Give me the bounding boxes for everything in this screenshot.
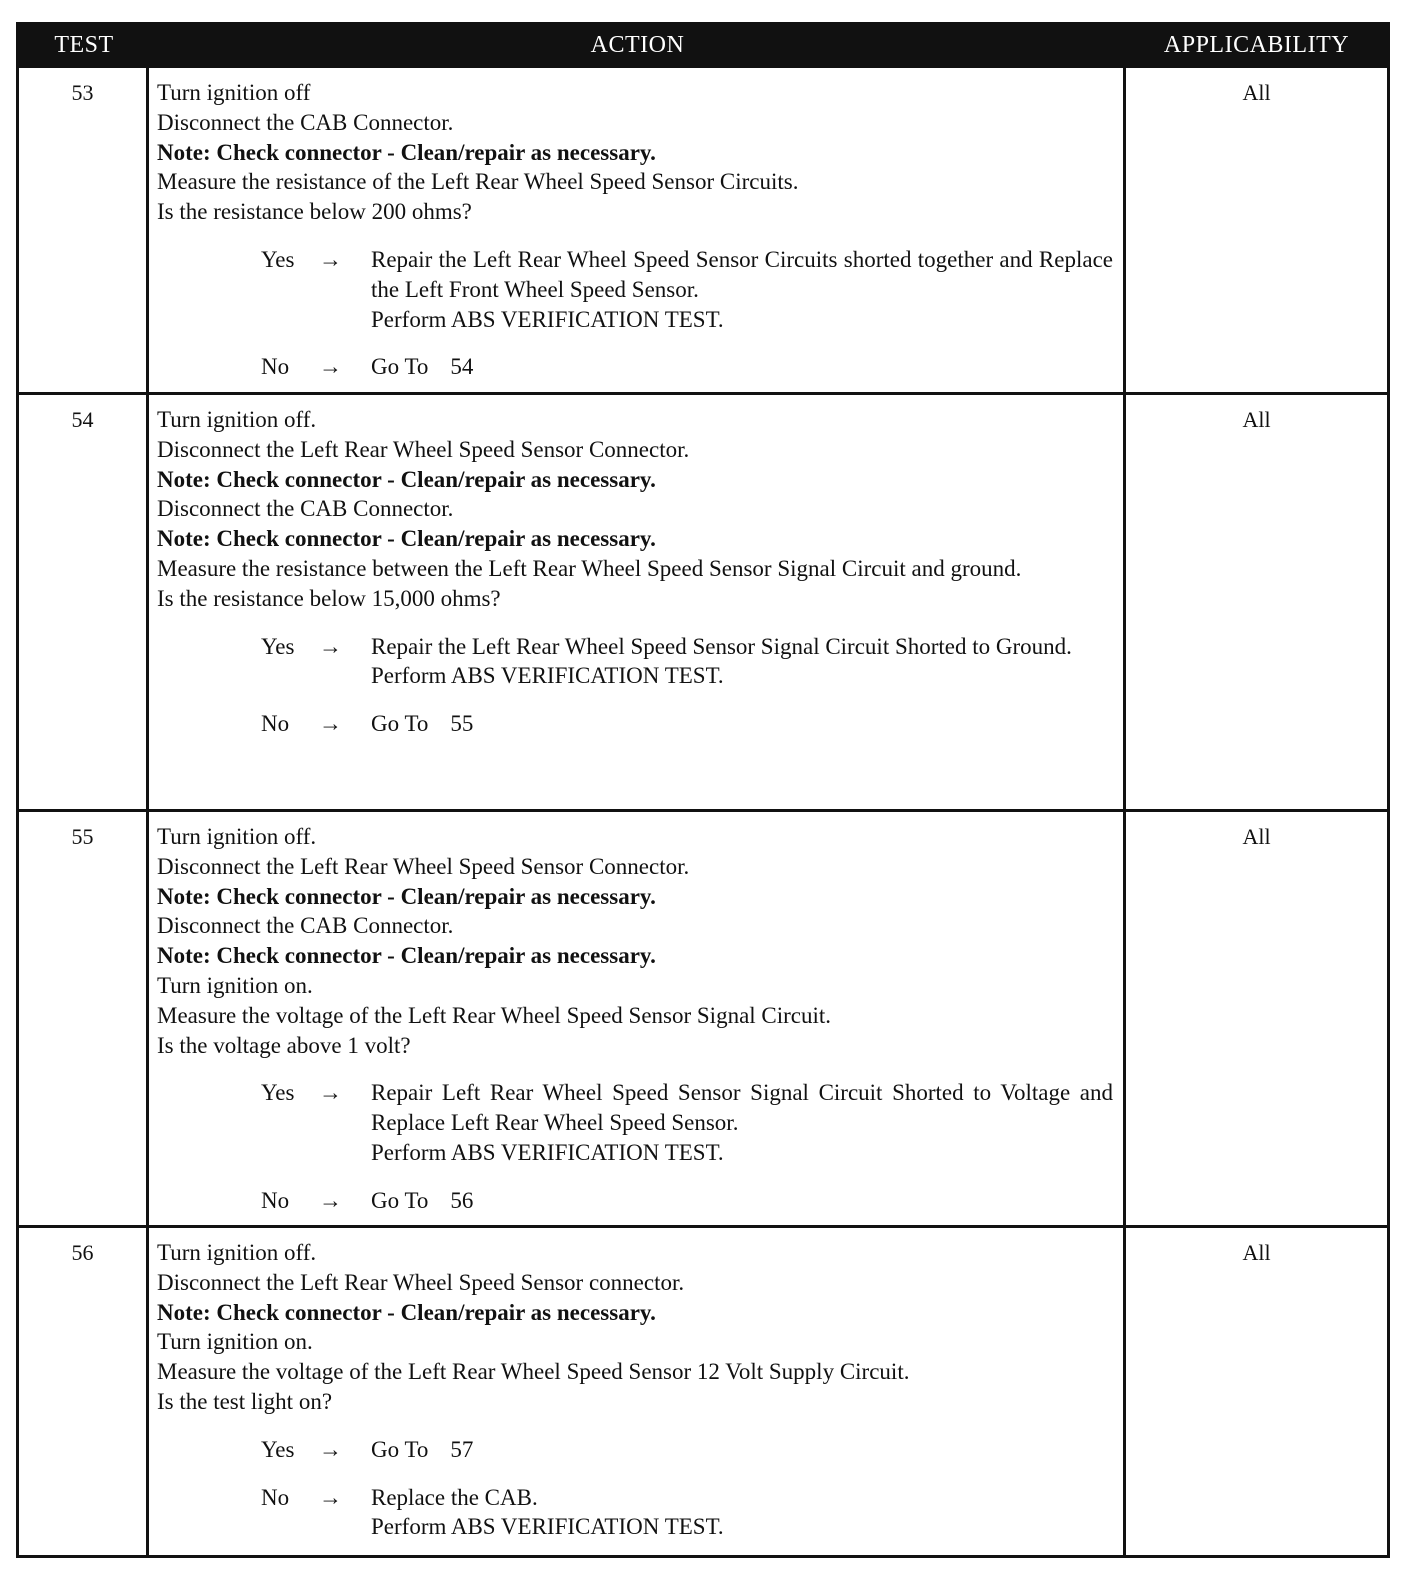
yes-result: Repair the Left Rear Wheel Speed Sensor Signal Circuit Shorted to Ground. <box>371 633 1072 659</box>
step-line: Disconnect the CAB Connector. <box>157 913 454 939</box>
note-line: Note: Check connector - Clean/repair as necessary. <box>157 139 656 165</box>
yes-answer <box>261 1435 1113 1465</box>
arrow-icon: → <box>319 711 342 737</box>
goto-number: 57 <box>450 1436 474 1462</box>
no-answer <box>261 1186 1113 1216</box>
step-line: Disconnect the Left Rear Wheel Speed Sensor Connector. <box>157 853 690 879</box>
question-line: Is the resistance below 200 ohms? <box>157 199 472 225</box>
arrow-icon: → <box>319 1436 342 1462</box>
applicability-value: All <box>1242 80 1271 105</box>
yes-result-followup: Perform ABS VERIFICATION TEST. <box>371 663 724 689</box>
step-line: Disconnect the CAB Connector. <box>157 496 454 522</box>
applicability-value: All <box>1242 407 1271 432</box>
test-number: 53 <box>19 68 149 392</box>
yes-answer <box>261 632 1113 692</box>
test-number: 55 <box>19 812 149 1225</box>
goto-text: Go To <box>371 1187 429 1213</box>
question-line: Is the voltage above 1 volt? <box>157 1032 411 1058</box>
step-line: Turn ignition off <box>157 80 311 105</box>
goto-text: Go To <box>371 711 429 737</box>
step-line: Turn ignition off. <box>157 1240 317 1265</box>
test-number: 54 <box>19 395 149 809</box>
applicability-value: All <box>1242 824 1271 849</box>
header-action: ACTION <box>590 31 685 58</box>
step-line: Disconnect the Left Rear Wheel Speed Sensor Connector. <box>157 436 690 462</box>
yes-label: Yes <box>261 246 295 272</box>
goto-number: 56 <box>450 1187 474 1213</box>
no-answer <box>261 352 1113 382</box>
step-line: Measure the resistance between the Left Rear Wheel Speed Sensor Signal Circuit and ground. <box>157 555 1022 581</box>
step-line: Turn ignition off. <box>157 824 317 849</box>
note-line: Note: Check connector - Clean/repair as necessary. <box>157 526 656 552</box>
test-table <box>16 22 1390 1558</box>
action-cell <box>149 395 1126 809</box>
arrow-icon: → <box>319 1080 342 1106</box>
note-line: Note: Check connector - Clean/repair as necessary. <box>157 1299 656 1325</box>
table-row <box>19 392 1387 809</box>
header-applicability: APPLICABILITY <box>1163 31 1350 58</box>
step-line: Measure the resistance of the Left Rear Wheel Speed Sensor Circuits. <box>157 169 799 195</box>
arrow-icon: → <box>319 1187 342 1213</box>
table-row <box>19 809 1387 1225</box>
no-answer <box>261 1483 1113 1543</box>
question-line: Is the test light on? <box>157 1388 333 1414</box>
no-result-followup: Perform ABS VERIFICATION TEST. <box>371 1514 724 1540</box>
arrow-icon: → <box>319 1484 342 1510</box>
action-cell <box>149 812 1126 1225</box>
no-result: Replace the CAB. <box>371 1484 538 1510</box>
step-line: Turn ignition on. <box>157 1329 313 1355</box>
test-number: 56 <box>19 1228 149 1555</box>
no-label: No <box>261 1187 290 1213</box>
step-line: Turn ignition off. <box>157 407 317 432</box>
no-label: No <box>261 711 290 737</box>
step-line: Disconnect the Left Rear Wheel Speed Sensor connector. <box>157 1269 685 1295</box>
goto-text: Go To <box>371 1436 429 1462</box>
yes-label: Yes <box>261 633 295 659</box>
yes-label: Yes <box>261 1436 295 1462</box>
goto-text: Go To <box>371 354 429 380</box>
yes-result: Repair the Left Rear Wheel Speed Sensor Circuits shorted together and Replace the Left Front Wheel Speed Sensor. <box>371 246 1113 302</box>
yes-answer <box>261 1078 1113 1167</box>
header-test: TEST <box>54 31 114 58</box>
table-header <box>19 25 1387 65</box>
action-cell <box>149 68 1126 392</box>
goto-number: 54 <box>450 354 474 380</box>
step-line: Measure the voltage of the Left Rear Wheel Speed Sensor Signal Circuit. <box>157 1002 832 1028</box>
arrow-icon: → <box>319 246 342 272</box>
arrow-icon: → <box>319 633 342 659</box>
yes-result-followup: Perform ABS VERIFICATION TEST. <box>371 306 724 332</box>
yes-label: Yes <box>261 1080 295 1106</box>
no-label: No <box>261 1484 290 1510</box>
action-cell <box>149 1228 1126 1555</box>
yes-answer <box>261 245 1113 334</box>
no-answer <box>261 709 1113 739</box>
question-line: Is the resistance below 15,000 ohms? <box>157 585 501 611</box>
no-label: No <box>261 354 290 380</box>
table-row <box>19 65 1387 392</box>
goto-number: 55 <box>450 711 474 737</box>
yes-result-followup: Perform ABS VERIFICATION TEST. <box>371 1139 724 1165</box>
step-line: Measure the voltage of the Left Rear Wheel Speed Sensor 12 Volt Supply Circuit. <box>157 1359 910 1385</box>
table-row <box>19 1225 1387 1555</box>
note-line: Note: Check connector - Clean/repair as necessary. <box>157 883 656 909</box>
note-line: Note: Check connector - Clean/repair as necessary. <box>157 466 656 492</box>
yes-result: Repair Left Rear Wheel Speed Sensor Signal Circuit Shorted to Voltage and Replace Left Rear Wheel Speed Sensor. <box>371 1080 1113 1136</box>
step-line: Disconnect the CAB Connector. <box>157 109 454 135</box>
note-line: Note: Check connector - Clean/repair as necessary. <box>157 943 656 969</box>
arrow-icon: → <box>319 354 342 380</box>
applicability-value: All <box>1242 1240 1271 1265</box>
step-line: Turn ignition on. <box>157 972 313 998</box>
